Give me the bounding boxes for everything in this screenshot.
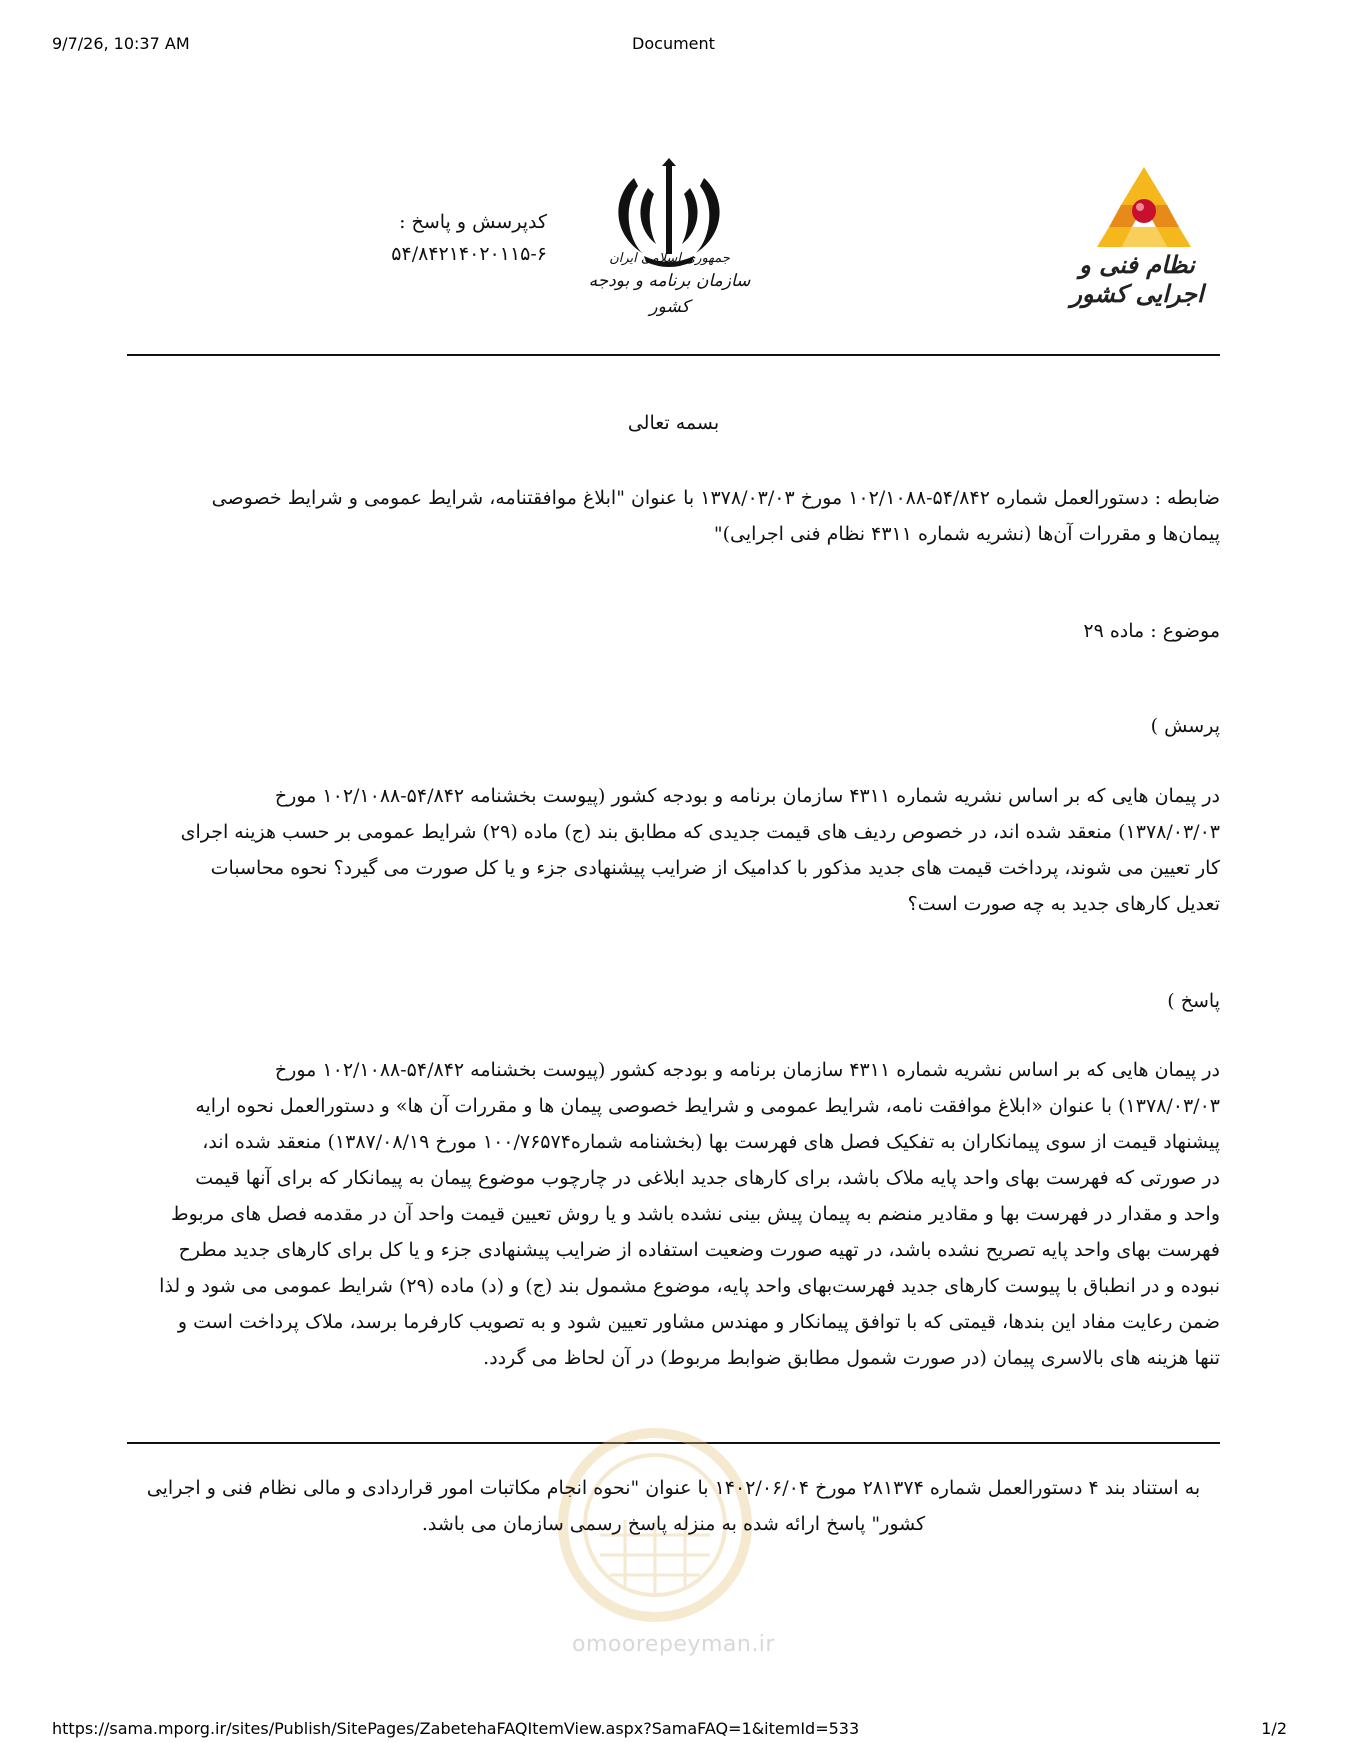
answer-line: واحد و مقدار در فهرست بها و مقادیر منضم به پیمان پیش بینی نشده باشد و یا روش تعیین قیمت واحد آن در مقدمه فصل های مربوط: [171, 1203, 1220, 1225]
official-note-line: به استناد بند ۴ دستورالعمل شماره ۲۸۱۳۷۴ مورخ ۱۴۰۲/۰۶/۰۴ با عنوان "نحوه انجام مکاتبات امور قراردادی و مالی نظام فنی و اجرایی: [146, 1477, 1201, 1499]
answer-line: در صورتی که فهرست بهای واحد پایه ملاک باشد، برای کارهای جدید ابلاغی در چارچوب موضوع پیمان به پیمانکار که برای آنها قیمت: [195, 1167, 1220, 1189]
question-line: تعدیل کارهای جدید به چه صورت است؟: [907, 893, 1220, 915]
answer-paragraph: [127, 1052, 1220, 1376]
question-line: ۱۳۷۸/۰۳/۰۳) منعقد شده اند، در خصوص ردیف های قیمت جدیدی که مطابق بند (ج) ماده (۲۹) شرایط عمومی بر حسب هزینه اجرای: [180, 821, 1220, 843]
answer-line: پیشنهاد قیمت از سوی پیمانکاران به تفکیک فصل های فهرست بها (بخشنامه شماره۱۰۰/۷۶۵۷۴ مورخ ۱۳۸۷/۰۸/۱۹) منعقد شده اند،: [202, 1131, 1220, 1153]
bismillah: بسمه تعالی: [627, 412, 720, 434]
answer-heading: پاسخ ): [1167, 990, 1220, 1012]
question-heading: پرسش ): [1150, 715, 1220, 737]
print-title: Document: [632, 34, 715, 53]
watermark-site: omoorepeyman.ir: [572, 1632, 775, 1657]
answer-line: فهرست بهای واحد پایه تصریح نشده باشد، در تهیه صورت وضعیت استفاده از ضرایب پیشنهادی جزء و یا کل برای کارهای جدید مطرح: [178, 1239, 1220, 1261]
print-page-number: 1/2: [1261, 1719, 1287, 1738]
regulation-line: ضابطه : دستورالعمل شماره ۵۴/۸۴۲-۱۰۲/۱۰۸۸ مورخ ۱۳۷۸/۰۳/۰۳ با عنوان "ابلاغ موافقتنامه، شرایط عمومی و شرایط خصوصی: [211, 487, 1220, 509]
letterhead: [127, 150, 1220, 320]
header-divider: [127, 354, 1220, 356]
question-code-block: [247, 206, 547, 270]
answer-line: تنها هزینه های بالاسری پیمان (در صورت شمول مطابق ضوابط مربوط) در آن لحاظ می گردد.: [483, 1347, 1220, 1369]
answer-line: نبوده و در انطباق با پیوست کارهای جدید فهرست‌بهای واحد پایه، موضوع مشمول بند (ج) و (د) ماده (۲۹) شرایط عمومی می شود و لذا: [159, 1275, 1220, 1297]
print-date: 9/7/26, 10:37 AM: [52, 34, 190, 53]
print-url: https://sama.mporg.ir/sites/Publish/SitePages/ZabetehaFAQItemView.aspx?SamaFAQ=1&itemId=533: [52, 1719, 860, 1738]
answer-line: ضمن رعایت مفاد این بندها، قیمتی که با توافق پیمانکار و مهندس مشاور تعیین شود و به تصویب کارفرما برسد، ملاک پرداخت است و: [177, 1311, 1220, 1333]
official-note-line: کشور" پاسخ ارائه شده به منزله پاسخ رسمی سازمان می باشد.: [421, 1513, 926, 1535]
question-line: کار تعیین می شوند، پرداخت قیمت های جدید مذکور با کدامیک از ضرایب پیشنهادی جزء و یا کل صورت می گیرد؟ نحوه محاسبات: [210, 857, 1220, 879]
nezam-fanni-logo-icon: [1087, 165, 1202, 260]
print-header: [0, 34, 1347, 58]
regulation-line: پیمان‌ها و مقررات آن‌ها (نشریه شماره ۴۳۱۱ نظام فنی اجرایی)": [713, 523, 1220, 545]
question-paragraph: [127, 778, 1220, 922]
question-line: در پیمان هایی که بر اساس نشریه شماره ۴۳۱۱ سازمان برنامه و بودجه کشور (پیوست بخشنامه ۵۴/۸۴۲-۱۰۲/۱۰۸۸ مورخ: [274, 785, 1220, 807]
question-code-label: کدپرسش و پاسخ :: [399, 211, 547, 233]
answer-line: در پیمان هایی که بر اساس نشریه شماره ۴۳۱۱ سازمان برنامه و بودجه کشور (پیوست بخشنامه ۵۴/۸۴۲-۱۰۲/۱۰۸۸ مورخ: [274, 1059, 1220, 1081]
emblem-caption: [582, 250, 757, 320]
question-code-value: ۵۴/۸۴۲۱۴۰۲۰۱۱۵-۶: [391, 243, 547, 265]
answer-line: ۱۳۷۸/۰۳/۰۳) با عنوان «ابلاغ موافقت نامه، شرایط عمومی و شرایط خصوصی پیمان ها و مقررات آن ها» و دستورالعمل نحوه ارایه: [195, 1095, 1220, 1117]
emblem-caption-line1: جمهوری اسلامی ایران: [609, 251, 730, 266]
subject-line: موضوع : ماده ۲۹: [1083, 620, 1220, 642]
official-note: [127, 1470, 1220, 1542]
logo-caption: نظام فنی و اجرایی کشور: [1070, 250, 1204, 308]
regulation-paragraph: [127, 480, 1220, 552]
emblem-caption-line2: سازمان برنامه و بودجه کشور: [588, 271, 751, 317]
